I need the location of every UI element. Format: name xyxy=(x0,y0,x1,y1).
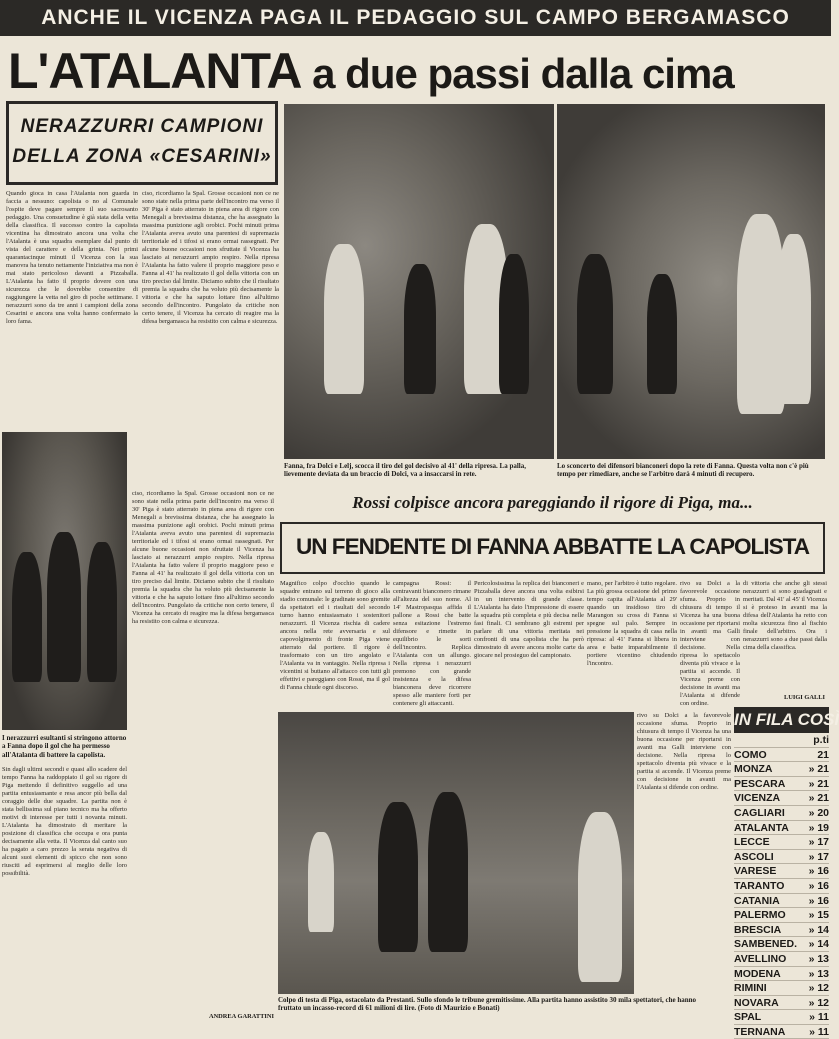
team-name: BRESCIA xyxy=(734,923,782,936)
photo-header-piga xyxy=(278,712,634,994)
table-row xyxy=(734,1010,829,1025)
article-column-2a: ciso, ricordiamo la Spal. Grosse occasioni non ce ne sono state nella prima parte dell'incontro ma verso il 30' Piga è stato atterrato in piena area di rigore con Menegali a brevissima distanza, che ha assegnato la massima punizione agli orobici. Pochi minuti prima l'Atalanta aveva avuto una parentesi di supremazia territoriale ed i tifosi si erano ormai rassegnati. Per alcune buone occasioni non sfruttate il Vicenza ha lasciato ai nerazzurri ampio respiro. Nella ripresa l'Atalanta ha fatto valere il proprio maggiore peso e Fanna al 41' ha realizzato il gol della vittoria con un tiro preciso dal limite. Diciamo subito che il risultato premia la squadra che ha voluto più decisamente la vittoria e che ha saputo lottare fino all'ultimo secondo dell'incontro. Pungolato da critiche non certo tenere, il Vicenza ha cercato di reagire ma la difesa bergamasca ha resistito con calma e sicurezza. xyxy=(142,190,279,325)
team-name: COMO xyxy=(734,748,767,761)
team-name: ATALANTA xyxy=(734,821,789,834)
team-points: » 14 xyxy=(808,923,829,936)
article-column-1: Quando gioca in casa l'Atalanta non guarda in faccia a nessuno: capolista o no al Comunale l'ospite deve pagare sempre il suo sacrosanto pedaggio. Una consuetudine è già stata della vetta della classifica. Il successo contro la capolista vicentina ha dimostrato ancora una volta che l'Atalanta è una squadra esemplare dal punto di vista del carattere e della grinta. Nei primi quarantacinque minuti il Vicenza con la sua manovra ha tenuto nettamente l'iniziativa ma non è mai stato pericoloso davanti a Pizzaballa. L'Atalanta ha fatto il proprio dovere con una sicurezza che le dovrebbe consentire di raggiungere la vetta nel giro di poche settimane. I nerazzurri sono da tre anni i campioni della zona Cesarini e ancora una volta hanno confermato la loro fama. xyxy=(6,190,138,325)
table-row xyxy=(734,967,829,982)
table-row xyxy=(734,879,829,894)
team-points: » 13 xyxy=(808,952,829,965)
team-points: » 21 xyxy=(808,763,829,776)
table-row xyxy=(734,850,829,865)
team-name: NOVARA xyxy=(734,996,779,1009)
table-row xyxy=(734,791,829,806)
photo-caption-4: Colpo di testa di Piga, ostacolato da Prestanti. Sullo sfondo le tribune gremitissime. Alla partita hanno assistito 30 mila spettatori, che hanno fruttato un incasso-record di 61 milioni di lire. (Foto di Maurizio e Bonati) xyxy=(278,996,697,1013)
team-points: » 20 xyxy=(808,806,829,819)
team-points: » 16 xyxy=(808,894,829,907)
team-points: » 15 xyxy=(808,909,829,922)
team-name: LECCE xyxy=(734,836,770,849)
article-column-6: mano, per l'arbitro è tutto regolare. La più grossa occasione del primo tempo capita all'Atalanta al 29' quando un insidioso tiro di Marangon su cross di Fanna si spegne sul palo. Sempre in pressione la squadra di casa nella ripresa: al 41' Fanna si libera in area e batte imparabilmente il portiere vicentino chiudendo l'incontro. xyxy=(587,580,677,667)
team-name: CAGLIARI xyxy=(734,806,785,819)
table-row xyxy=(734,821,829,836)
photo-caption-3: I nerazzurri esultanti si stringono attorno a Fanna dopo il gol che ha permesso all'Atalanta di battere la capolista. xyxy=(2,734,127,759)
article-column-8: di vittoria che anche gli stessi nerazzurri si sono guadagnati e meritati. Dal 41' al 45' il Vicenza si è proteso in avanti ma la difesa dell'Atalanta ha retto con molta sicurezza fino al fischio finale dell'arbitro. Ora i nerazzurri sono a due passi dalla cima della classifica. xyxy=(743,580,827,651)
article-column-7: rivo su Dolci a la favorevole occasione sfuma. Proprio in chiusura di tempo il Vicenza ha una buona occasione per riportarsi in avanti ma Galli interviene con decisione. Nella ripresa lo spettacolo diventa più vivace e la partita si accende. Il Vicenza preme con decisione in avanti ma l'Atalanta si difende con ordine. xyxy=(680,580,740,707)
team-points: » 21 xyxy=(808,792,829,805)
team-points: » 17 xyxy=(808,850,829,863)
table-row xyxy=(734,981,829,996)
kicker-box xyxy=(6,101,278,185)
team-name: AVELLINO xyxy=(734,952,787,965)
standings-rows xyxy=(734,733,829,1039)
team-points: » 11 xyxy=(809,1025,829,1038)
team-name: MODENA xyxy=(734,967,781,980)
team-points: » 17 xyxy=(808,836,829,849)
article-column-5: Pericolosissima la replica dei bianconeri e Pizzaballa deve ancora una volta esibirsi in un intervento di grande classe. L'Atalanta ha dato l'impressione di essere la squadra più completa e più decisa nelle fasi finali. Ci sembrano gli estremi per parlare di una vittoria meritata nei confronti di una capolista che ha però dimostrato di avere ancora molte carte da giocare nel prosieguo del campionato. xyxy=(474,580,584,659)
table-row xyxy=(734,908,829,923)
points-header: p.ti xyxy=(813,734,829,746)
team-name: TERNANA xyxy=(734,1025,786,1038)
headline-rest: a due passi dalla cima xyxy=(301,50,734,97)
table-row xyxy=(734,835,829,850)
table-row xyxy=(734,952,829,967)
team-name: TARANTO xyxy=(734,879,785,892)
table-row xyxy=(734,748,829,763)
article-column-7b: rivo su Dolci a la favorevole occasione sfuma. Proprio in chiusura di tempo il Vicenza ha una buona occasione per riportarsi in avanti ma Galli interviene con decisione. Nella ripresa lo spettacolo diventa più vivace e la partita si accende. Il Vicenza preme con decisione in avanti ma l'Atalanta si difende con ordine. xyxy=(637,712,731,791)
team-points: » 12 xyxy=(808,996,829,1009)
team-points: » 16 xyxy=(808,865,829,878)
team-name: VICENZA xyxy=(734,792,781,805)
team-name: PESCARA xyxy=(734,777,786,790)
team-points: 21 xyxy=(817,748,829,761)
table-row xyxy=(734,777,829,792)
big-headline: UN FENDENTE DI FANNA ABBATTE LA CAPOLISTA xyxy=(280,522,825,574)
signature-garattini: ANDREA GARATTINI xyxy=(208,1013,274,1020)
standings-table xyxy=(734,707,839,1038)
table-row xyxy=(734,806,829,821)
team-name: VARESE xyxy=(734,865,777,878)
team-name: CATANIA xyxy=(734,894,780,907)
team-name: SAMBENED. xyxy=(734,938,798,951)
subhead: Rossi colpisce ancora pareggiando il rigore di Piga, ma... xyxy=(352,493,753,512)
headline-main: L'ATALANTA xyxy=(8,43,302,99)
team-points: » 11 xyxy=(809,1011,829,1024)
top-banner: ANCHE IL VICENZA PAGA IL PEDAGGIO SUL CAMPO BERGAMASCO xyxy=(0,0,831,36)
team-name: RIMINI xyxy=(734,982,767,995)
signature-galli: LUIGI GALLI xyxy=(783,694,825,701)
team-points: » 16 xyxy=(808,879,829,892)
team-points: » 13 xyxy=(808,967,829,980)
team-name: ASCOLI xyxy=(734,850,774,863)
team-name: SPAL xyxy=(734,1011,762,1024)
standings-title: IN FILA COSÌ xyxy=(734,707,829,733)
table-header-row xyxy=(734,733,829,748)
article-column-10: Sin dagli ultimi secondi e quasi allo scadere del tempo Fanna ha raddoppiato il gol su rigore di Piga mettendo il definitivo suggello ad una partita entusiasmante e resa ancor più bella dal coraggio delle due squadre. La partita non è stata bellissima sul piano tecnico ma ha offerto motivi di interesse per tutti i novanta minuti. L'Atalanta ha dimostrato di meritare la posizione di classifica che occupa e ora punta decisamente alla vetta. Il Vicenza dal canto suo ha pagato a caro prezzo la serata negativa di alcuni suoi elementi di spicco che non sono riusciti ad esprimersi al meglio delle loro possibilità. xyxy=(2,766,127,877)
article-column-3: Magnifico colpo d'occhio quando le squadre entrano sul terreno di gioco alla stadio comunale: le gradinate sono gremite da spettatori ed i risultati del secondo turno hanno entusiasmato i sostenitori nerazzurri. Il Vicenza rischia di cadere ancora nella rete avversaria e sul capovolgimento di fronte Piga viene atterrato dal portiere. Il rigore è trasformato con un tiro angolato e l'Atalanta va in vantaggio. Nella ripresa i vicentini si buttano all'attacco con tutti gli effettivi e pareggiano con Rossi, ma il gol di Fanna chiude ogni discorso. xyxy=(280,580,390,691)
photo-fanna-goal xyxy=(284,104,554,459)
team-points: » 21 xyxy=(808,777,829,790)
kicker-line1: NERAZZURRI CAMPIONI xyxy=(20,116,264,137)
photo-celebration xyxy=(2,432,127,730)
main-headline xyxy=(8,42,828,100)
team-points: » 12 xyxy=(808,982,829,995)
article-column-4: campagna Rossi: il centravanti bianconero rimane all'altezza del suo nome. Al 14' Mastropasqua affida il pallone a Rossi che batte senza esitazione l'estremo difensore e rimette in equilibrio le sorti dell'incontro. Replica l'Atalanta con un allungo. Nella ripresa i nerazzurri premono con grande insistenza e la difesa bianconera deve ricorrere spesso alle maniere forti per contenere gli attaccanti. xyxy=(393,580,471,707)
table-row xyxy=(734,864,829,879)
table-row xyxy=(734,894,829,909)
table-row xyxy=(734,923,829,938)
team-points: » 19 xyxy=(808,821,829,834)
table-row xyxy=(734,937,829,952)
table-row xyxy=(734,996,829,1011)
team-points: » 14 xyxy=(808,938,829,951)
article-column-2c: ciso, ricordiamo la Spal. Grosse occasioni non ce ne sono state nella prima parte dell'incontro ma verso il 30' Piga è stato atterrato in piena area di rigore con Menegali a brevissima distanza, che ha assegnato la massima punizione agli orobici. Pochi minuti prima l'Atalanta aveva avuto una parentesi di supremazia territoriale ed i tifosi si erano ormai rassegnati. Per alcune buone occasioni non sfruttate il Vicenza ha lasciato ai nerazzurri ampio respiro. Nella ripresa l'Atalanta ha fatto valere il proprio maggiore peso e Fanna al 41' ha realizzato il gol della vittoria con un tiro preciso dal limite. Diciamo subito che il risultato premia la squadra che ha voluto più decisamente la vittoria e che ha saputo lottare fino all'ultimo secondo dell'incontro. Pungolato da critiche non certo tenere, il Vicenza ha cercato di reagire ma la difesa bergamasca ha resistito con calma e sicurezza. xyxy=(132,490,274,625)
photo-caption-1: Fanna, fra Dolci e Lelj, scocca il tiro del gol decisivo al 41' della ripresa. La palla, lievemente deviata da un braccio di Dolci, va a insaccarsi in rete. xyxy=(284,462,526,479)
table-row xyxy=(734,762,829,777)
table-row xyxy=(734,1025,829,1039)
team-name: MONZA xyxy=(734,763,773,776)
photo-defenders xyxy=(557,104,825,459)
kicker-line2: DELLA ZONA «CESARINI» xyxy=(12,146,272,167)
team-name: PALERMO xyxy=(734,909,786,922)
photo-caption-2: Lo sconcerto dei difensori bianconeri dopo la rete di Fanna. Questa volta non c'è più tempo per rimediare, anche se l'arbitro darà 4 minuti di recupero. xyxy=(557,462,809,479)
